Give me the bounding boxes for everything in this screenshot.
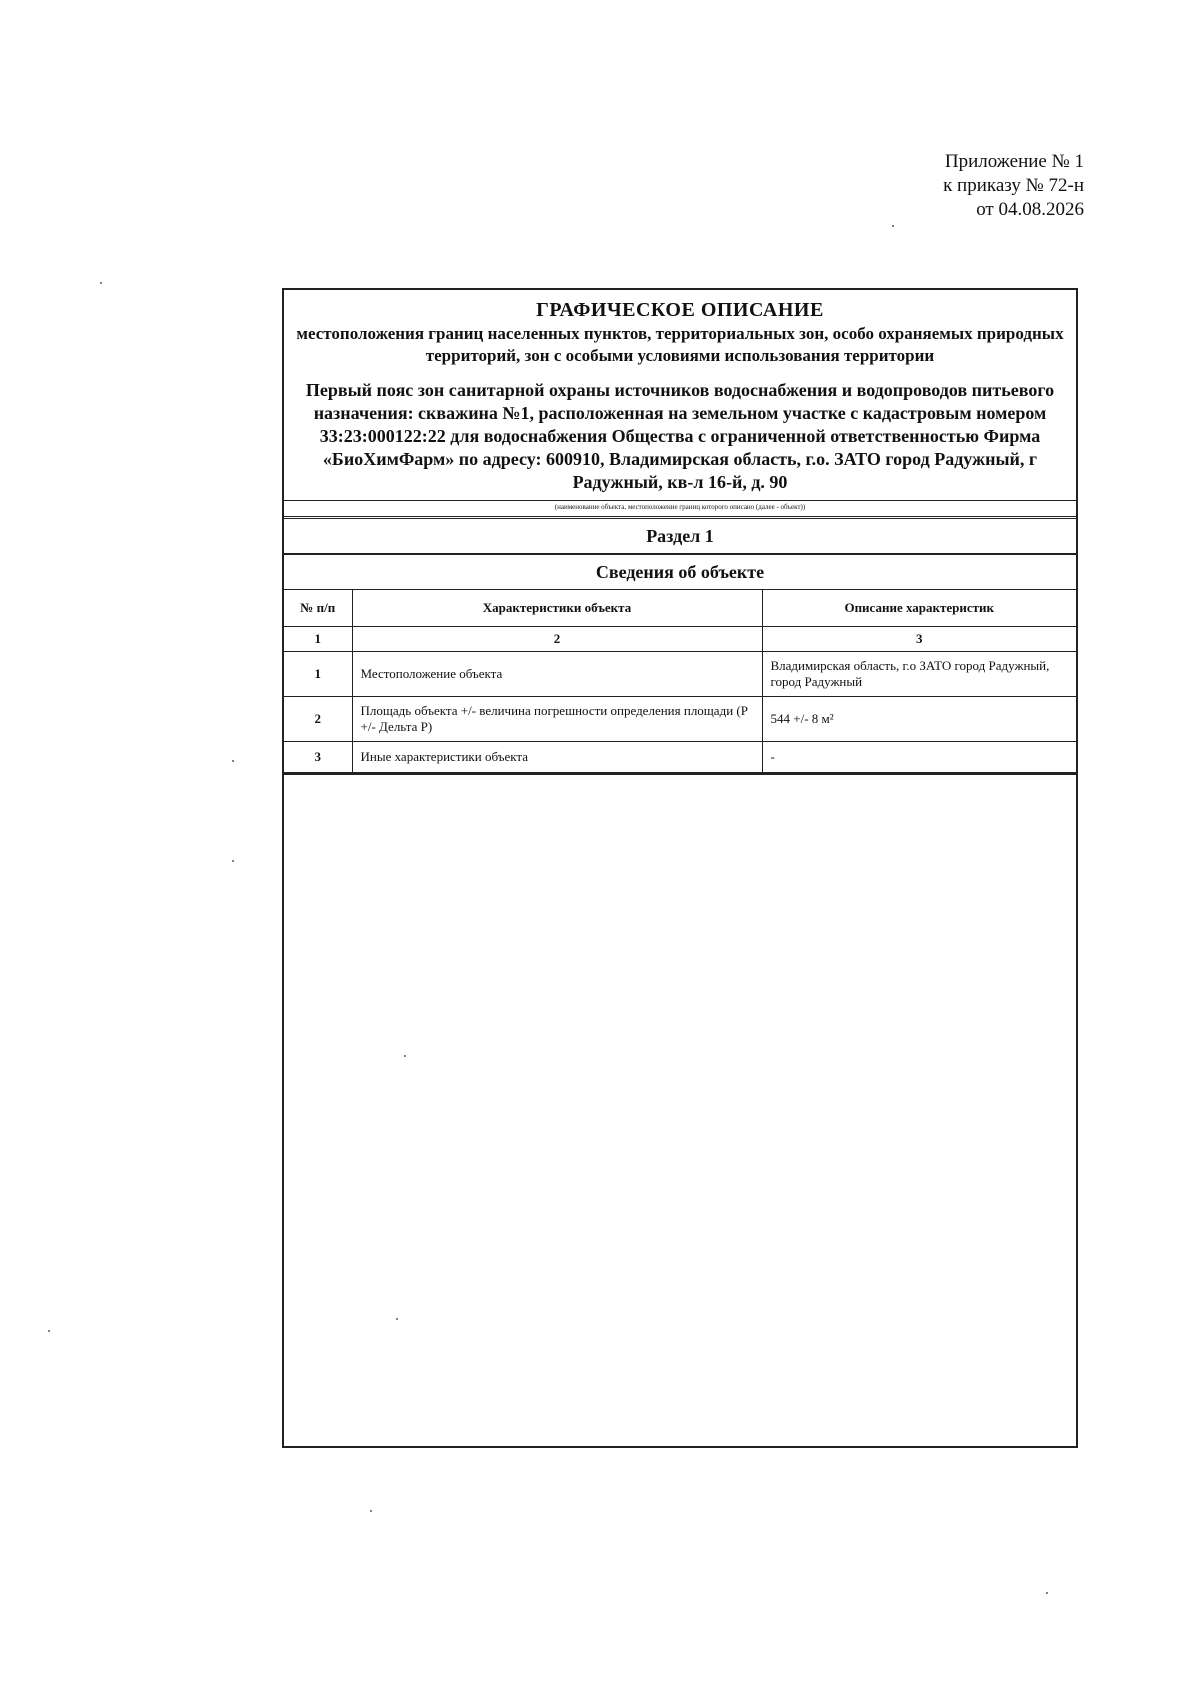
- empty-drawing-area: [284, 773, 1076, 1446]
- table-row: [284, 652, 1076, 697]
- scan-speck: [48, 1330, 50, 1332]
- row-description: Владимирская область, г.о ЗАТО город Радужный, город Радужный: [762, 652, 1076, 697]
- annex-line-2: к приказу № 72-н: [943, 175, 1084, 196]
- column-header: Характеристики объекта: [352, 590, 762, 627]
- scan-speck: [404, 1055, 406, 1057]
- table-number-row: [284, 627, 1076, 652]
- column-number: 3: [762, 627, 1076, 652]
- column-number: 1: [284, 627, 352, 652]
- scan-speck: [396, 1318, 398, 1320]
- annex-block: [943, 150, 1084, 222]
- column-number: 2: [352, 627, 762, 652]
- document-frame: [282, 288, 1078, 1448]
- scan-speck: [892, 225, 894, 227]
- column-header: № п/п: [284, 590, 352, 627]
- table-header-row: [284, 590, 1076, 627]
- scan-speck: [100, 282, 102, 284]
- row-number: 2: [284, 697, 352, 742]
- section-title: Сведения об объекте: [284, 553, 1076, 589]
- row-characteristic: Площадь объекта +/- величина погрешности определения площади (Р +/- Дельта Р): [352, 697, 762, 742]
- row-description: -: [762, 742, 1076, 773]
- table-row: [284, 697, 1076, 742]
- document-header: [284, 290, 1076, 494]
- object-name-note: (наименование объекта, местоположение границ которого описано (далее - объект)): [284, 500, 1076, 516]
- annex-line-3: от 04.08.2026: [976, 199, 1084, 220]
- scan-speck: [232, 760, 234, 762]
- column-header: Описание характеристик: [762, 590, 1076, 627]
- row-characteristic: Иные характеристики объекта: [352, 742, 762, 773]
- scan-speck: [232, 860, 234, 862]
- scan-speck: [370, 1510, 372, 1512]
- row-number: 1: [284, 652, 352, 697]
- scan-speck: [1046, 1592, 1048, 1594]
- document-title: ГРАФИЧЕСКОЕ ОПИСАНИЕ: [536, 299, 824, 321]
- row-characteristic: Местоположение объекта: [352, 652, 762, 697]
- annex-line-1: Приложение № 1: [944, 151, 1084, 172]
- object-info-table: [284, 589, 1076, 773]
- table-row: [284, 742, 1076, 773]
- row-description: 544 +/- 8 м²: [762, 697, 1076, 742]
- row-number: 3: [284, 742, 352, 773]
- section-label: Раздел 1: [284, 516, 1076, 553]
- object-name: Первый пояс зон санитарной охраны источников водоснабжения и водопроводов питьевого назначения: скважина №1, расположенная на земельном участке с кадастровым номером 33:23:000122:22 для водоснабжения Общества с ограниченной ответственностью Фирма «БиоХимФарм» по адресу: 600910, Владимирская область, г.о. ЗАТО город Радужный, г Радужный, кв-л 16-й, д. 90: [305, 380, 1055, 492]
- document-subtitle: местоположения границ населенных пунктов, территориальных зон, особо охраняемых природных территорий, зон с особыми условиями использования территории: [296, 324, 1064, 365]
